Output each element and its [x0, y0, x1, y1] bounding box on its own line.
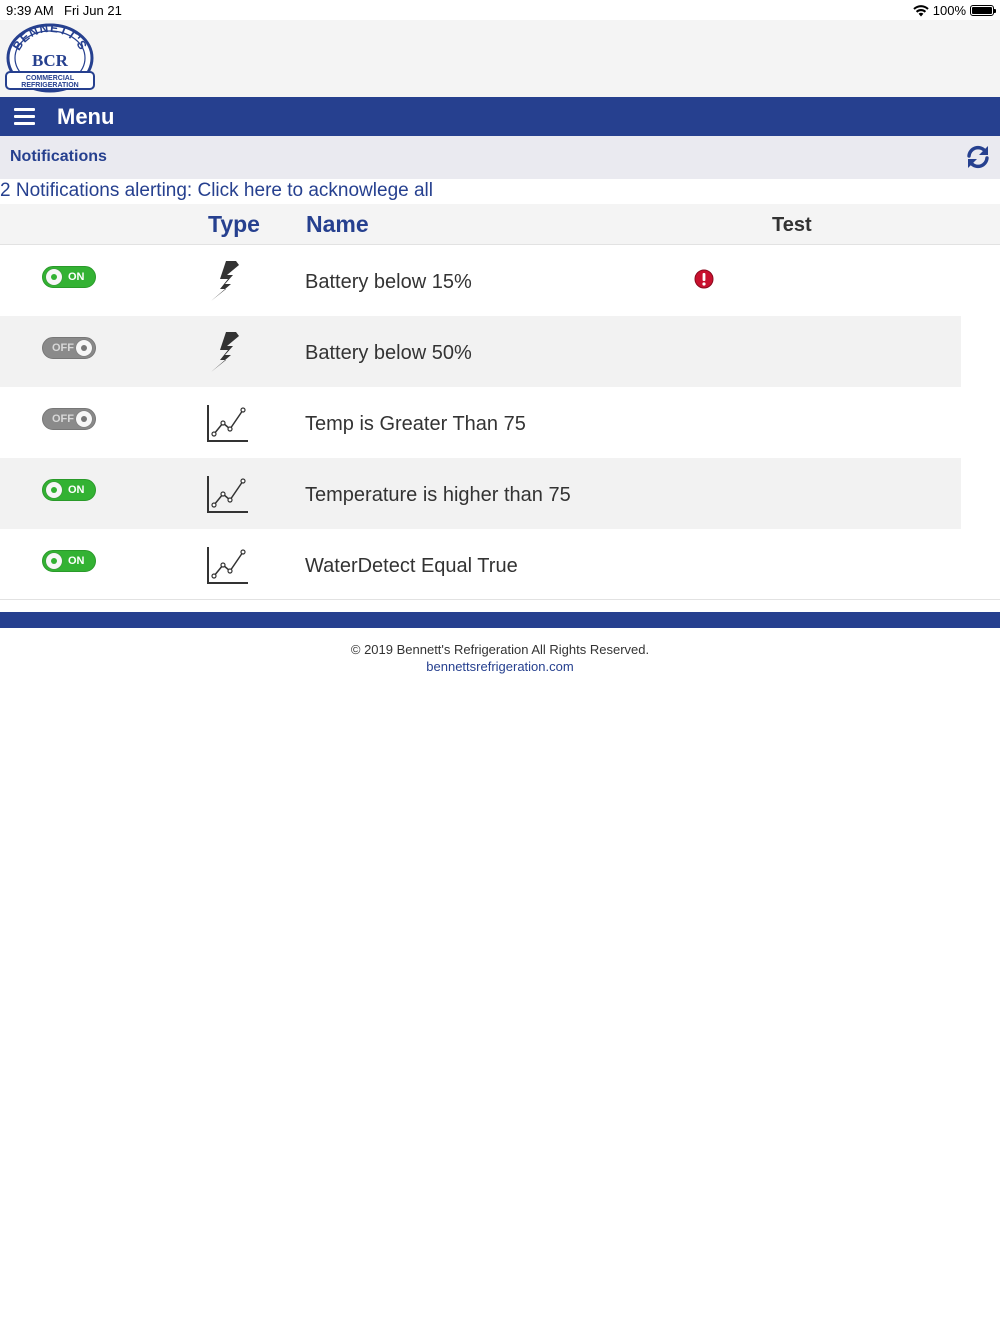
- footer-copyright: © 2019 Bennett's Refrigeration All Rights Reserved.: [350, 642, 650, 657]
- acknowledge-all-link[interactable]: 2 Notifications alerting: Click here to acknowlege all: [0, 180, 433, 201]
- notification-toggle[interactable]: [42, 479, 96, 501]
- line-chart-icon: [206, 401, 250, 445]
- battery-percent: 100%: [932, 3, 966, 18]
- notification-toggle[interactable]: [42, 408, 96, 430]
- error-icon[interactable]: [694, 269, 714, 289]
- table-row: [0, 458, 1000, 529]
- column-name: Name: [306, 211, 369, 237]
- menu-label[interactable]: Menu: [57, 104, 115, 129]
- footer-site: [0, 659, 1000, 674]
- table-row: [0, 387, 1000, 458]
- logo-top-text: BENNETT'S: [9, 22, 91, 53]
- column-type: Type: [208, 211, 260, 237]
- line-chart-icon: [206, 472, 250, 516]
- toggle-label: OFF: [52, 342, 74, 354]
- battery-full-icon: [970, 5, 994, 16]
- notification-toggle[interactable]: [42, 266, 96, 288]
- notification-name: WaterDetect Equal True: [305, 555, 518, 577]
- footer-website-link[interactable]: bennettsrefrigeration.com: [426, 659, 574, 674]
- wifi-icon: [913, 5, 929, 17]
- logo-line2: REFRIGERATION: [21, 82, 79, 89]
- status-date: Fri Jun 21: [64, 3, 122, 18]
- app-header: [0, 20, 1000, 97]
- notification-toggle[interactable]: [42, 337, 96, 359]
- hamburger-icon[interactable]: [14, 108, 35, 125]
- page-subheader: [0, 136, 1000, 179]
- table-row: [0, 245, 1000, 316]
- toggle-label: OFF: [52, 413, 74, 425]
- toggle-label: ON: [68, 484, 85, 496]
- menu-bar: [0, 97, 1000, 136]
- lightning-icon: [206, 259, 250, 303]
- page-title: Notifications: [10, 148, 107, 165]
- notification-name: Temp is Greater Than 75: [305, 413, 526, 435]
- logo-monogram: BCR: [32, 51, 68, 70]
- status-bar: [0, 0, 1000, 20]
- status-right: [913, 3, 994, 18]
- notification-name: Temperature is higher than 75: [305, 484, 571, 506]
- toggle-label: ON: [68, 271, 85, 283]
- status-time: 9:39 AM: [6, 3, 54, 18]
- footer-bar: [0, 612, 1000, 628]
- notification-toggle[interactable]: [42, 550, 96, 572]
- logo-line1: COMMERCIAL: [25, 75, 75, 82]
- bennetts-logo: [2, 22, 98, 94]
- notification-name: Battery below 15%: [305, 271, 472, 293]
- table-row: [0, 529, 1000, 600]
- line-chart-icon: [206, 543, 250, 587]
- notification-name: Battery below 50%: [305, 342, 472, 364]
- lightning-icon: [206, 330, 250, 374]
- table-row: [0, 316, 1000, 387]
- toggle-label: ON: [68, 555, 85, 567]
- table-header: [0, 204, 1000, 245]
- column-test: Test: [772, 214, 812, 236]
- refresh-icon[interactable]: [965, 144, 991, 170]
